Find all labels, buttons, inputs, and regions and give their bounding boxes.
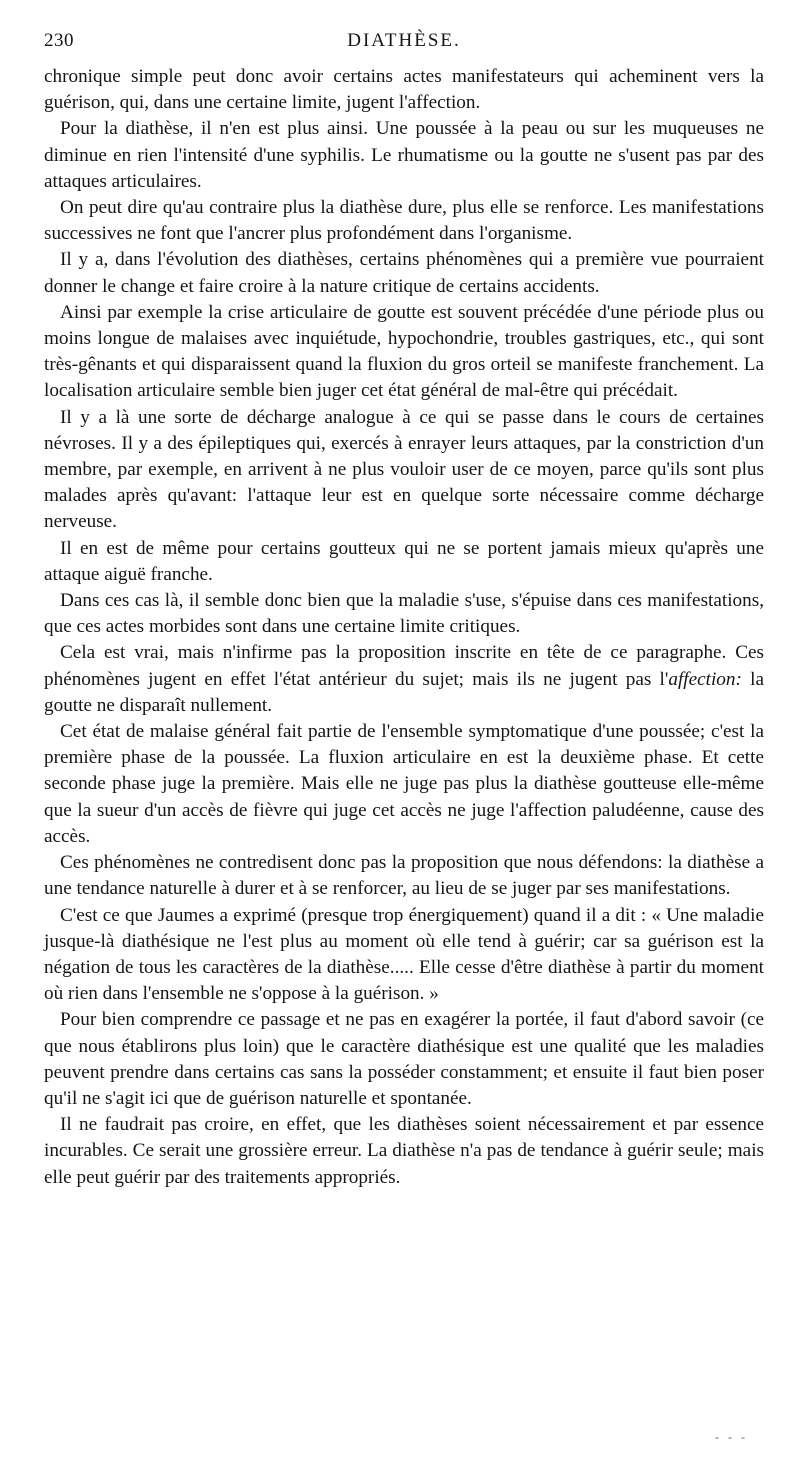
- paragraph-9-text-before: Cela est vrai, mais n'infirme pas la proposition inscrite en tête de ce paragraphe. Ces phénomènes jugent en effet l'état antérieur du sujet; mais ils ne jugent pas l': [44, 642, 764, 690]
- body-text: [44, 64, 764, 1191]
- paragraph-6: Il y a là une sorte de décharge analogue à ce qui se passe dans le cours de certaines névroses. Il y a des épileptiques qui, exercés à enrayer leurs attaques, par la constriction d'un membre, par exemple, en arrivent à ne plus vouloir user de ce moyen, parce qu'ils sont plus malades après qu'avant: l'attaque leur est en quelque sorte nécessaire comme décharge nerveuse.: [44, 406, 764, 533]
- paragraph-7: Il en est de même pour certains goutteux qui ne se portent jamais mieux qu'après une attaque aiguë franche.: [44, 537, 764, 585]
- paragraph-3: On peut dire qu'au contraire plus la diathèse dure, plus elle se renforce. Les manifestations successives ne font que l'ancrer plus profondément dans l'organisme.: [44, 197, 764, 245]
- paragraph-9: [44, 640, 764, 719]
- page-number: 230: [44, 30, 74, 51]
- paragraph-2: Pour la diathèse, il n'en est plus ainsi. Une poussée à la peau ou sur les muqueuses ne diminue en rien l'intensité d'une syphilis. Le rhumatisme ou la goutte ne s'usent pas par des attaques articulaires.: [44, 118, 764, 192]
- paragraph-13: Pour bien comprendre ce passage et ne pas en exagérer la portée, il faut d'abord savoir (ce que nous établirons plus loin) que le caractère diathésique est une qualité que les maladies peuvent prendre dans certains cas sans la posséder constamment; et ensuite il faut bien poser qu'il ne s'agit ici que de guérison naturelle et spontanée.: [44, 1009, 764, 1109]
- paragraph-5: Ainsi par exemple la crise articulaire de goutte est souvent précédée d'une période plus ou moins longue de malaises avec inquiétude, hypochondrie, troubles gastriques, etc., qui sont très-gênants et qui disparaissent quand la fluxion du gros orteil se manifeste franchement. La localisation articulaire semble bien juger cet état général de mal-être qui précédait.: [44, 301, 764, 402]
- paragraph-11: Ces phénomènes ne contredisent donc pas la proposition que nous défendons: la diathèse a une tendance naturelle à durer et à se renforcer, au lieu de se juger par ses manifestations.: [44, 852, 764, 900]
- paragraph-1: chronique simple peut donc avoir certains actes manifestateurs qui acheminent vers la guérison, qui, dans une certaine limite, jugent l'affection.: [44, 66, 764, 114]
- paragraph-4: Il y a, dans l'évolution des diathèses, certains phénomènes qui a première vue pourraient donner le change et faire croire à la nature critique de certains accidents.: [44, 249, 764, 297]
- paragraph-10: Cet état de malaise général fait partie de l'ensemble symptomatique d'une poussée; c'est la première phase de la poussée. La fluxion articulaire en est la deuxième phase. Et cette seconde phase juge la première. Mais elle ne juge pas plus la diathèse goutteuse elle-même que la sueur d'un accès de fièvre qui juge cet accès ne juge l'affection paludéenne, cause des accès.: [44, 721, 764, 847]
- paragraph-9-text-after: la goutte ne disparaît nullement.: [44, 668, 764, 716]
- running-head: DIATHÈSE.: [347, 30, 461, 51]
- paragraph-12-quotation: C'est ce que Jaumes a exprimé (presque trop énergiquement) quand il a dit : « Une maladie jusque-là diathésique ne l'est plus au moment où elle tend à guérir; car sa guérison est la négation de tous les caractères de la diathèse..... Elle cesse d'être diathèse à partir du moment où rien dans l'ensemble ne s'oppose à la guérison. »: [44, 904, 764, 1005]
- paragraph-8: Dans ces cas là, il semble donc bien que la maladie s'use, s'épuise dans ces manifestations, que ces actes morbides sont dans une certaine limite critiques.: [44, 590, 764, 638]
- page-header: [44, 28, 764, 58]
- footer-marks: - - -: [715, 1430, 748, 1444]
- paragraph-14: Il ne faudrait pas croire, en effet, que les diathèses soient nécessairement et par essence incurables. Ce serait une grossière erreur. La diathèse n'a pas de tendance à guérir seule; mais elle peut guérir par des traitements appropriés.: [44, 1114, 764, 1188]
- emphasis-affection: affection:: [668, 668, 742, 690]
- book-page: [44, 28, 764, 1191]
